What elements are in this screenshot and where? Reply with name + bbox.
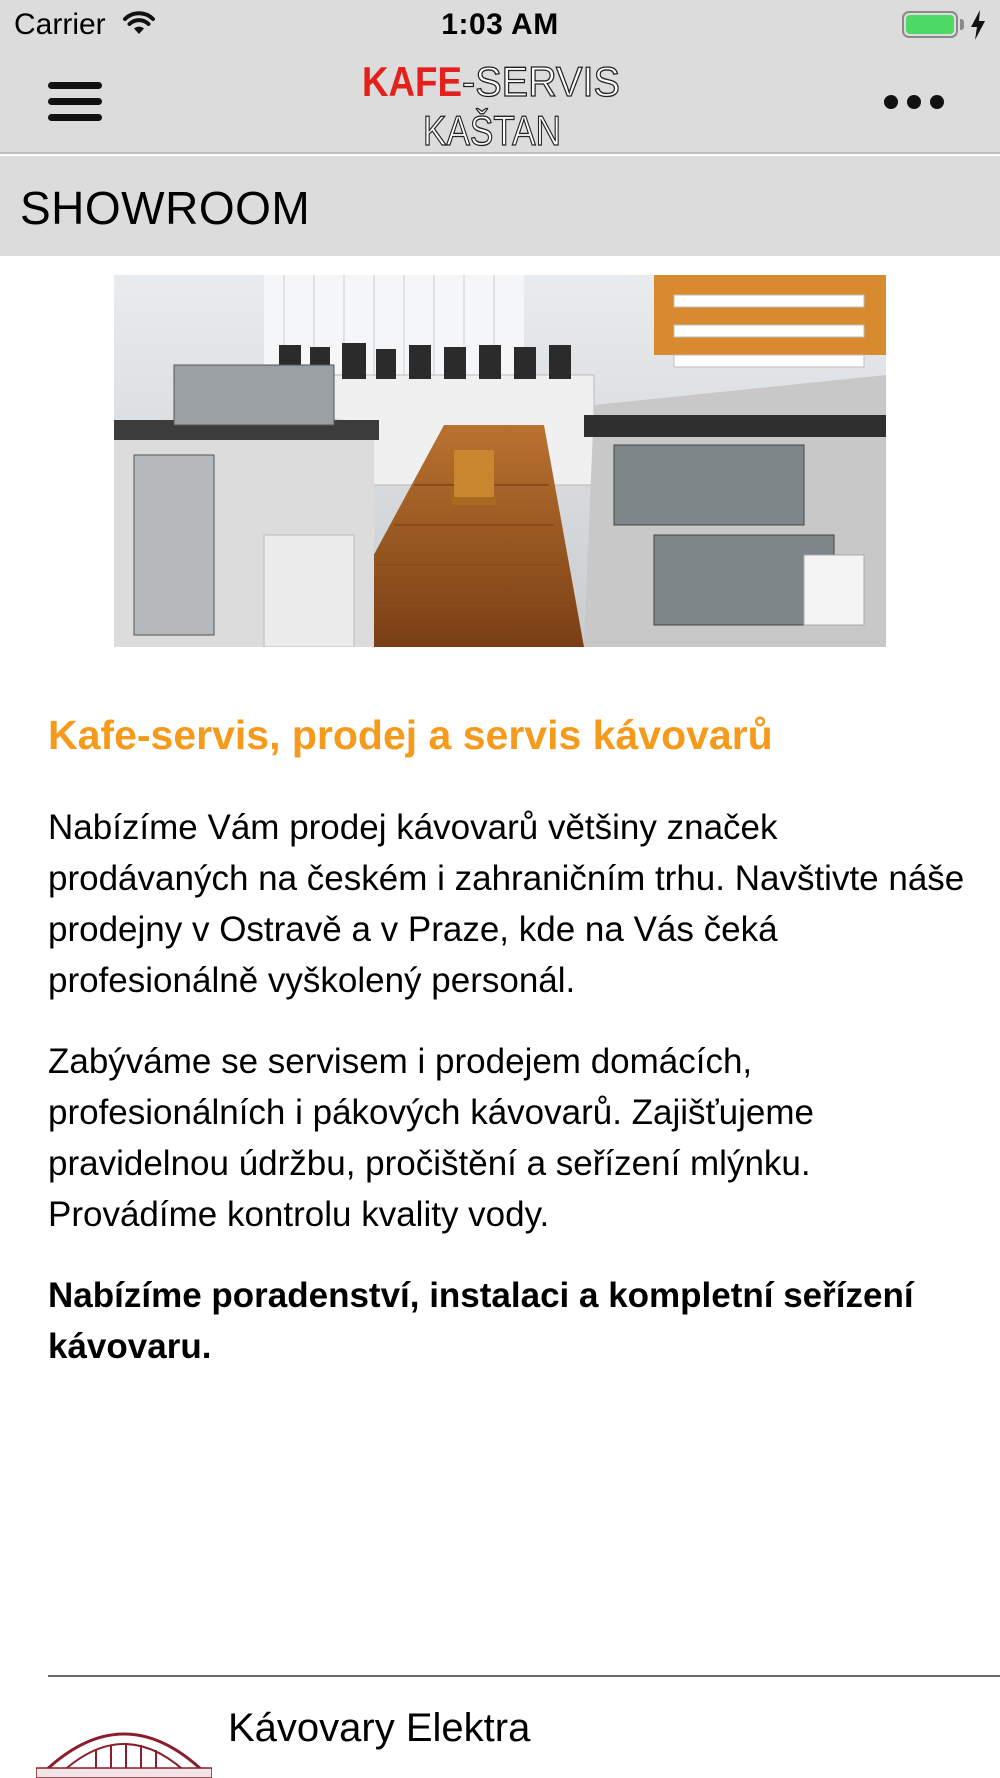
status-bar	[0, 0, 1000, 50]
kafe-servis-logo[interactable]	[360, 56, 620, 152]
article-bold-paragraph: Nabízíme poradenství, instalaci a kompletní seřízení kávovaru.	[48, 1276, 914, 1366]
carrier-label: Carrier	[14, 8, 106, 41]
elektra-thumbnail	[36, 1700, 212, 1778]
battery-icon	[902, 11, 958, 38]
navigation-bar	[0, 50, 1000, 154]
more-horizontal-icon[interactable]	[884, 95, 944, 109]
article-headline: Kafe-servis, prodej a servis kávovarů	[48, 712, 773, 758]
charging-bolt-icon	[970, 10, 986, 40]
article-paragraph: Zabýváme se servisem i prodejem domácích, profesionálních i pákových kávovarů. Zajišťujeme pravidelnou údržbu, pročištění a seřízení mlýnku. Provádíme kontrolu kvality vody.	[48, 1042, 815, 1234]
battery-tip	[960, 19, 964, 30]
section-header	[0, 156, 1000, 256]
article-content	[48, 708, 968, 1402]
section-title: SHOWROOM	[20, 182, 311, 234]
logo-servis-text: -SERVIS	[462, 58, 620, 105]
showroom-photo	[114, 275, 886, 647]
hamburger-menu-icon[interactable]	[48, 82, 102, 122]
list-item-title: Kávovary Elektra	[228, 1706, 531, 1750]
clock: 1:03 AM	[441, 8, 559, 41]
logo-kafe-text: KAFE	[362, 58, 462, 105]
divider	[48, 1675, 1000, 1677]
logo-kastan-text: KAŠTAN	[423, 107, 561, 152]
article-paragraph: Nabízíme Vám prodej kávovarů většiny značek prodávaných na českém i zahraničním trhu. Navštivte náše prodejny v Ostravě a v Praze, kde na Vás čeká profesionálně vyškolený personál.	[48, 808, 965, 1000]
